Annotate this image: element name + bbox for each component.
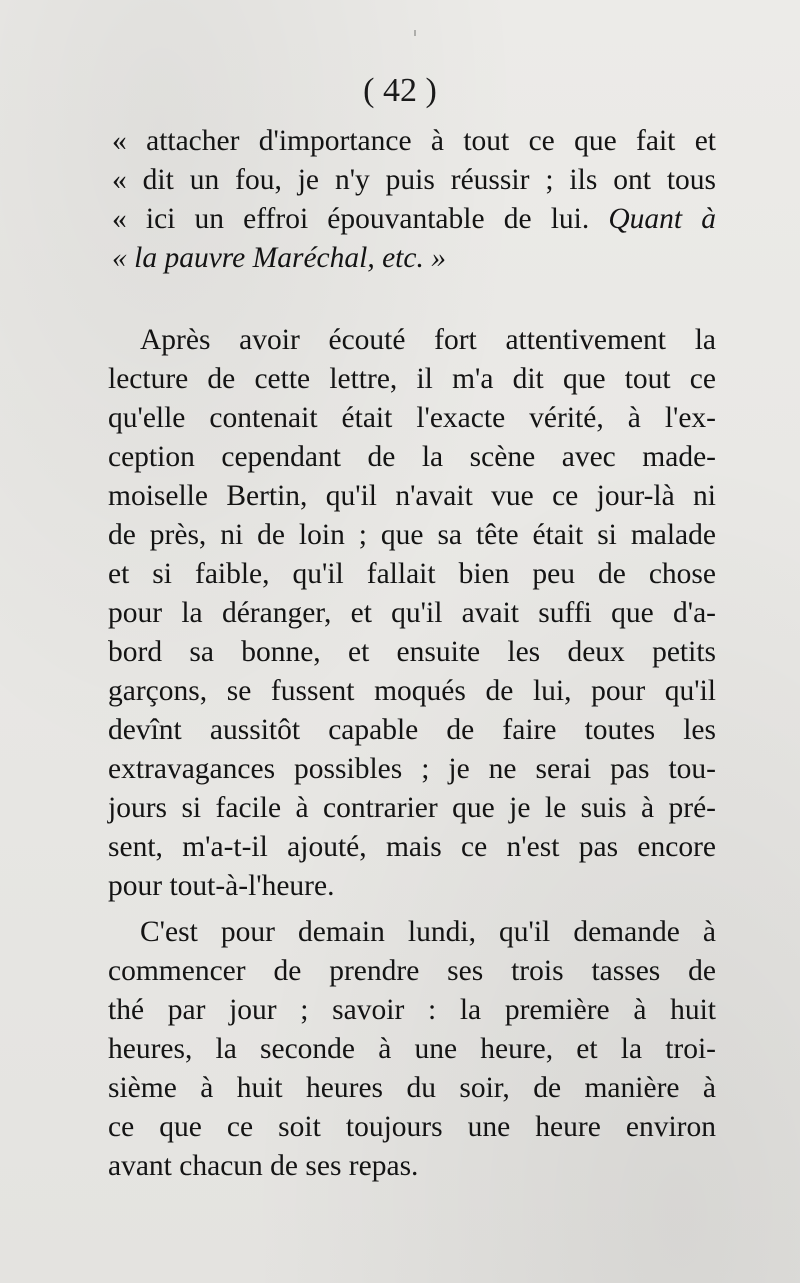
paragraph-line: lecture de cette lettre, il m'a dit que tout ce [108,363,716,395]
paragraph-line: extravagances possibles ; je ne serai pas tou- [108,753,716,785]
paragraph-line: C'est pour demain lundi, qu'il demande à [140,916,716,948]
paragraph-line: heures, la seconde à une heure, et la troi- [108,1033,716,1065]
quote-line-italic: « la pauvre Maréchal, etc. » [112,242,446,274]
paragraph-line: qu'elle contenait était l'exacte vérité, à l'ex- [108,402,716,434]
scan-mark [414,30,416,36]
paragraph-line: commencer de prendre ses trois tasses de [108,955,716,987]
paragraph-1 [108,321,716,906]
paragraph-line: de près, ni de loin ; que sa tête était si malade [108,519,716,551]
paragraph-line: moiselle Bertin, qu'il n'avait vue ce jour-là ni [108,480,716,512]
paragraph-line: sent, m'a-t-il ajouté, mais ce n'est pas encore [108,831,716,863]
paragraph-line: jours si facile à contrarier que je le suis à pré- [108,792,716,824]
quote-line: « dit un fou, je n'y puis réussir ; ils ont tous [112,164,716,196]
paragraph-line: avant chacun de ses repas. [108,1150,419,1182]
paragraph-line: et si faible, qu'il fallait bien peu de chose [108,558,716,590]
quote-line: « attacher d'importance à tout ce que fait et [112,125,716,157]
paragraph-line: thé par jour ; savoir : la première à huit [108,994,716,1026]
paragraph-line: ce que ce soit toujours une heure environ [108,1111,716,1143]
paragraph-line: ception cependant de la scène avec made- [108,441,716,473]
paragraph-line: Après avoir écouté fort attentivement la [140,324,716,356]
paragraph-2 [108,913,716,1186]
page-number: ( 42 ) [363,72,437,109]
paragraph-line: devînt aussitôt capable de faire toutes les [108,714,716,746]
italic-phrase: Quant à [608,203,717,235]
quote-block [108,122,716,278]
paragraph-line: pour la déranger, et qu'il avait suffi que d'a- [108,597,716,629]
paragraph-line: garçons, se fussent moqués de lui, pour qu'il [108,675,716,707]
paragraph-line: pour tout-à-l'heure. [108,870,335,902]
paragraph-line: bord sa bonne, et ensuite les deux petits [108,636,716,668]
quote-line: « ici un effroi épouvantable de lui. Quant à [112,203,717,235]
paragraph-line: sième à huit heures du soir, de manière à [108,1072,716,1104]
